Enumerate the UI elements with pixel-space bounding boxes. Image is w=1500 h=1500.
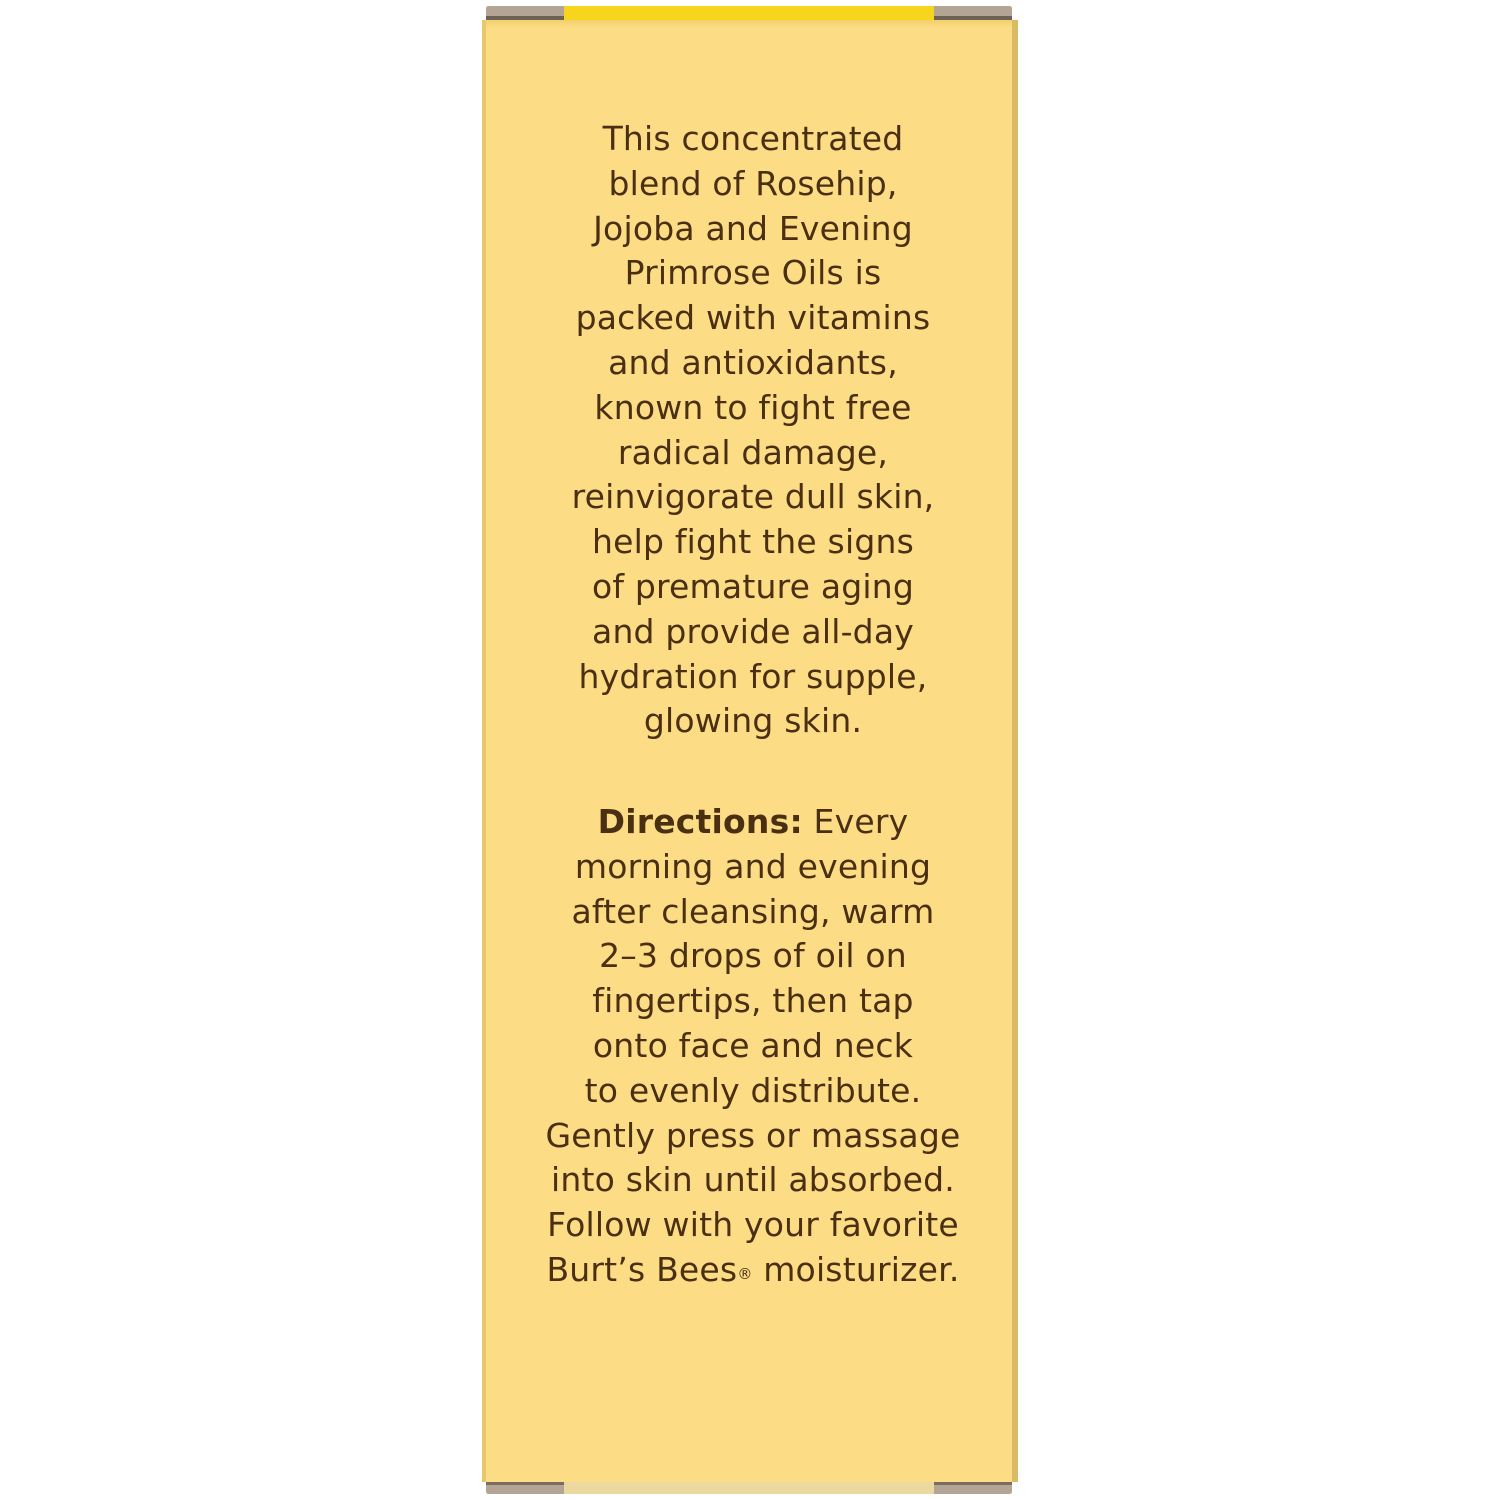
directions-line: after cleansing, warm — [571, 891, 935, 931]
box-top-flap — [486, 6, 1012, 20]
registered-mark: ® — [737, 1264, 753, 1283]
product-description — [500, 117, 1006, 744]
directions-line: Gently press or massage — [545, 1115, 961, 1155]
description-line: This concentrated — [602, 119, 904, 158]
description-line: packed with vitamins — [575, 298, 931, 338]
description-line: hydration for supple, — [578, 656, 928, 696]
description-line: Jojoba and Evening — [593, 208, 913, 248]
directions-first-line — [500, 800, 1006, 845]
directions-line: fingertips, then tap — [592, 981, 914, 1021]
directions-line: to evenly distribute. — [584, 1070, 922, 1110]
directions-line: morning and evening — [574, 846, 932, 886]
brand-name: Burt’s Bees — [546, 1249, 738, 1289]
bottom-flap-right-corner — [934, 1482, 1012, 1494]
box-bottom-flap — [486, 1482, 1012, 1494]
top-flap-right-corner — [934, 6, 1012, 20]
description-line: blend of Rosehip, — [608, 163, 898, 203]
directions-line: onto face and neck — [592, 1025, 914, 1065]
directions-last-line-text: moisturizer. — [752, 1249, 960, 1289]
top-flap-left-corner — [486, 6, 564, 20]
description-line: radical damage, — [617, 432, 889, 472]
description-line: reinvigorate dull skin, — [571, 477, 935, 517]
directions-line: 2–3 drops of oil on — [599, 936, 907, 976]
description-line: known to fight free — [594, 387, 912, 427]
directions-last-line — [500, 1248, 1006, 1293]
bottom-flap-left-corner — [486, 1482, 564, 1494]
description-line: and antioxidants, — [608, 342, 898, 382]
description-line: and provide all-day — [592, 611, 914, 651]
directions-first-line-text: Every — [802, 802, 909, 841]
directions-heading: Directions: — [597, 802, 803, 841]
directions-section — [500, 800, 1006, 1293]
directions-line: Follow with your favorite — [547, 1205, 959, 1245]
directions-line: into skin until absorbed. — [551, 1160, 955, 1200]
description-line: of premature aging — [591, 566, 915, 606]
description-line: Primrose Oils is — [624, 253, 882, 293]
description-line: glowing skin. — [643, 701, 863, 741]
description-line: help fight the signs — [592, 522, 914, 562]
